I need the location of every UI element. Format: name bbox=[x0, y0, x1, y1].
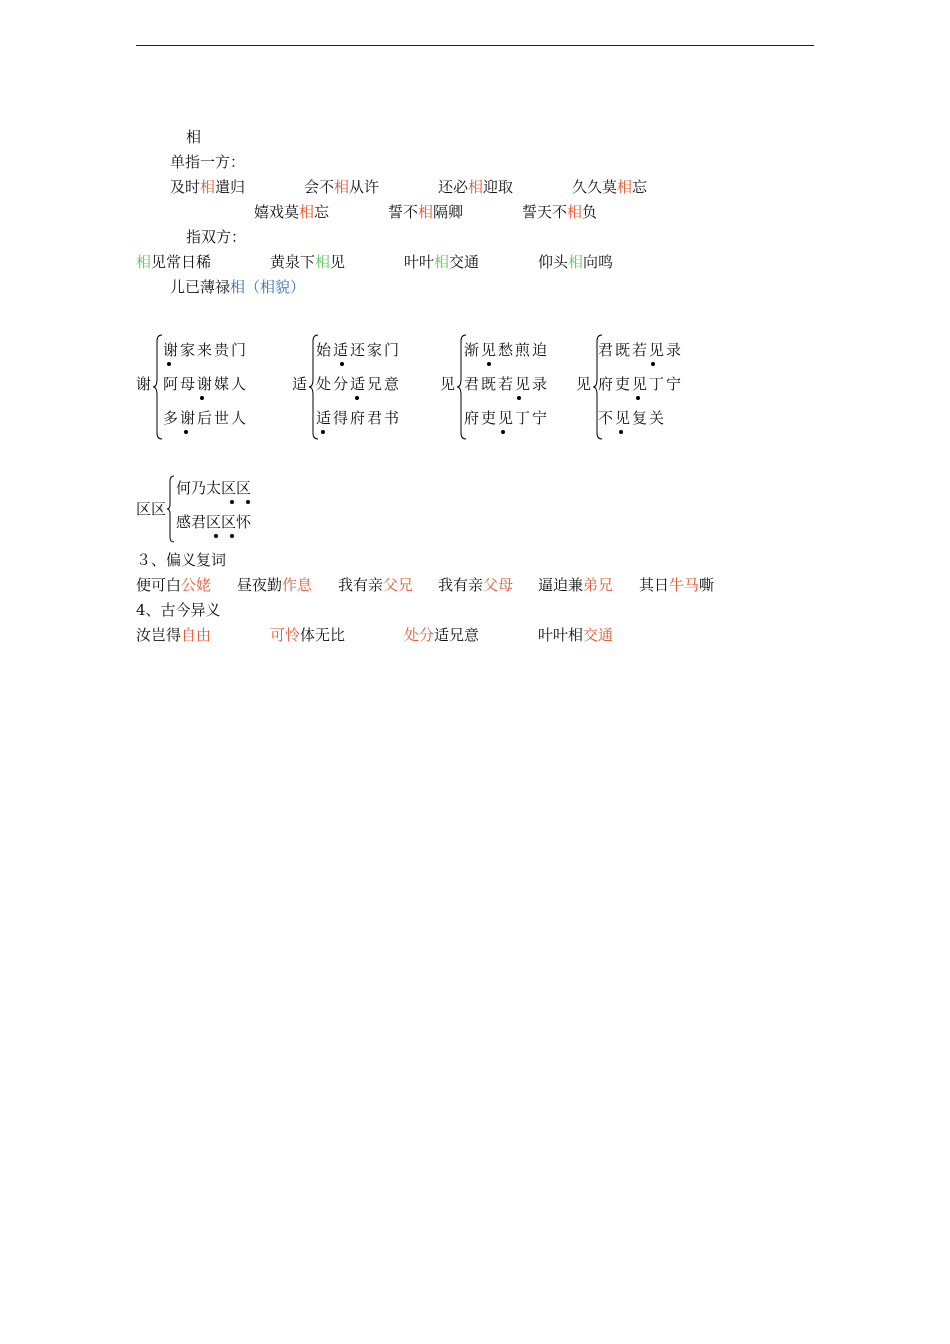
brace-item: 府吏见丁宁 bbox=[598, 375, 684, 393]
section4-phrase: 叶叶相交通 bbox=[538, 626, 614, 644]
emphasis-dot bbox=[167, 362, 171, 366]
brace-item: 始适还家门 bbox=[316, 341, 402, 359]
section4-phrase: 汝岂得自由 bbox=[136, 626, 212, 644]
brace-item: 君既若见录 bbox=[598, 341, 684, 359]
emphasis-dot bbox=[230, 500, 234, 504]
xiang-row3-phrase: 相见常日稀 bbox=[136, 253, 212, 271]
section3-phrase: 便可白公姥 bbox=[136, 576, 212, 594]
emphasis-dot bbox=[517, 396, 521, 400]
brace-group-jian-2 bbox=[576, 333, 716, 443]
brace-item: 处分适兄意 bbox=[316, 375, 402, 393]
brace-item: 感君区区怀 bbox=[176, 513, 252, 531]
brace-group-shi bbox=[292, 333, 432, 443]
xiang-row3-phrase: 仰头相向鸣 bbox=[538, 253, 614, 271]
xiang-title: 相 bbox=[186, 128, 202, 146]
brace-group-xie bbox=[136, 333, 276, 443]
emphasis-dot bbox=[619, 430, 623, 434]
emphasis-dot bbox=[651, 362, 655, 366]
brace-item: 府吏见丁宁 bbox=[464, 409, 550, 427]
brace-key: 区区 bbox=[136, 500, 167, 518]
brace-key: 谢 bbox=[136, 375, 152, 393]
section3-phrase: 我有亲父母 bbox=[438, 576, 514, 594]
brace-key: 见 bbox=[576, 375, 592, 393]
xiang-row4-phrase: 儿已薄禄相（相貌） bbox=[170, 278, 306, 296]
emphasis-dot bbox=[355, 396, 359, 400]
brace-item: 渐见愁煎迫 bbox=[464, 341, 550, 359]
emphasis-dot bbox=[321, 430, 325, 434]
brace-item: 阿母谢媒人 bbox=[163, 375, 249, 393]
brace-key: 适 bbox=[292, 375, 308, 393]
xiang-row2-phrase: 誓天不相负 bbox=[522, 203, 598, 221]
brace-item: 不见复关 bbox=[598, 409, 667, 427]
brace-key: 见 bbox=[440, 375, 456, 393]
emphasis-dot bbox=[230, 534, 234, 538]
section4-phrase: 可怜体无比 bbox=[270, 626, 346, 644]
emphasis-dot bbox=[214, 534, 218, 538]
emphasis-dot bbox=[636, 396, 640, 400]
xiang-row2-phrase: 嬉戏莫相忘 bbox=[254, 203, 330, 221]
section3-phrase: 昼夜勤作息 bbox=[237, 576, 313, 594]
section3-phrase: 其日牛马嘶 bbox=[639, 576, 715, 594]
section4-title: 4、古今异义 bbox=[136, 601, 221, 619]
emphasis-dot bbox=[340, 362, 344, 366]
dan-zhi-label: 单指一方： bbox=[170, 153, 246, 171]
emphasis-dot bbox=[184, 430, 188, 434]
emphasis-dot bbox=[200, 396, 204, 400]
brace-icon bbox=[166, 474, 176, 544]
xiang-row3-phrase: 叶叶相交通 bbox=[404, 253, 480, 271]
header-rule bbox=[136, 45, 814, 46]
xiang-row1-phrase: 会不相从许 bbox=[304, 178, 380, 196]
xiang-row1-phrase: 久久莫相忘 bbox=[572, 178, 648, 196]
brace-item: 适得府君书 bbox=[316, 409, 402, 427]
brace-item: 君既若见录 bbox=[464, 375, 550, 393]
brace-group-ququ bbox=[136, 474, 296, 546]
section3-title: ３、偏义复词 bbox=[136, 551, 227, 569]
xiang-row1-phrase: 还必相迎取 bbox=[438, 178, 514, 196]
brace-item: 何乃太区区 bbox=[176, 479, 252, 497]
xiang-row3-phrase: 黄泉下相见 bbox=[270, 253, 346, 271]
brace-item: 谢家来贵门 bbox=[163, 341, 249, 359]
brace-item: 多谢后世人 bbox=[163, 409, 249, 427]
xiang-row2-phrase: 誓不相隔卿 bbox=[388, 203, 464, 221]
section4-phrase: 处分适兄意 bbox=[404, 626, 480, 644]
xiang-row1-phrase: 及时相遣归 bbox=[170, 178, 246, 196]
section3-phrase: 逼迫兼弟兄 bbox=[538, 576, 614, 594]
brace-group-jian bbox=[440, 333, 580, 443]
emphasis-dot bbox=[246, 500, 250, 504]
zhi-shuang-label: 指双方： bbox=[186, 228, 247, 246]
emphasis-dot bbox=[501, 430, 505, 434]
section3-phrase: 我有亲父兄 bbox=[338, 576, 414, 594]
emphasis-dot bbox=[487, 362, 491, 366]
